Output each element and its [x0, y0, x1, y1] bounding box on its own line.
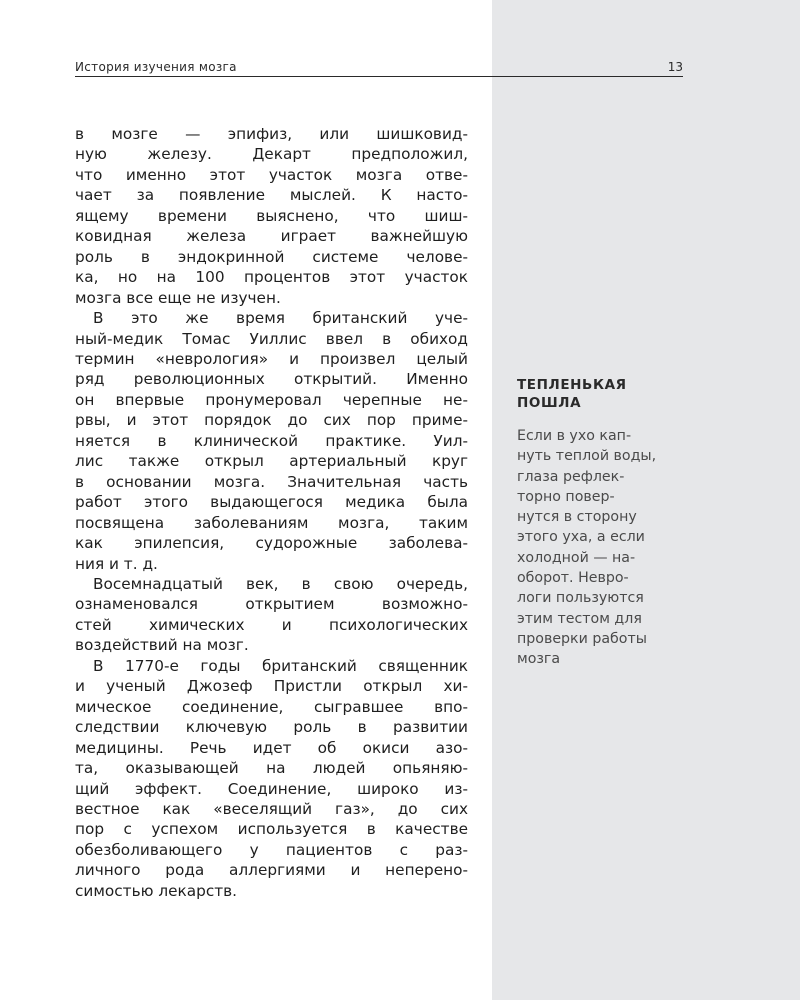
sidebar-text-line: этим тестом для [517, 610, 642, 627]
text-line: лис также открыл артериальный круг [75, 452, 468, 471]
text-line: пор с успехом используется в качестве [75, 820, 468, 839]
sidebar-text-line: Если в ухо кап- [517, 428, 632, 444]
text-line: медицины. Речь идет об окиси азо- [75, 738, 468, 757]
paragraph [75, 124, 468, 308]
text-line: ка, но на 100 процентов этот участок [75, 268, 468, 287]
text-line: воздействий на мозг. [75, 636, 249, 655]
sidebar-text-line: холодной — на- [517, 549, 636, 566]
text-line: чает за появление мыслей. К насто- [75, 186, 468, 205]
text-line: обезболивающего у пациентов с раз- [75, 840, 468, 859]
text-line: в мозге — эпифиз, или шишковид- [75, 125, 468, 143]
text-line: посвящена заболеваниям мозга, таким [75, 513, 468, 532]
sidebar-body [517, 426, 689, 670]
sidebar-text-line: проверки работы [517, 630, 647, 647]
sidebar-text-line: глаза рефлек- [517, 468, 625, 485]
sidebar-note [517, 376, 689, 670]
sidebar-text-line: торно повер- [517, 488, 615, 505]
text-line: в основании мозга. Значительная часть [75, 472, 468, 491]
text-line: он впервые пронумеровал черепные не- [75, 390, 468, 409]
text-line: мозга все еще не изучен. [75, 288, 281, 307]
text-line: та, оказывающей на людей опьяняю- [75, 759, 468, 778]
text-line: вестное как «веселящий газ», до сих [75, 799, 468, 818]
paragraph [75, 574, 468, 656]
sidebar-text-line: логи пользуются [517, 590, 644, 607]
text-line: ящему времени выяснено, что шиш- [75, 206, 468, 225]
text-line: ную железу. Декарт предположил, [75, 145, 468, 164]
text-line: ознаменовался открытием возможно- [75, 595, 468, 614]
text-line: как эпилепсия, судорожные заболева- [75, 534, 468, 553]
text-line: роль в эндокринной системе челове- [75, 247, 468, 266]
paragraph [75, 308, 468, 574]
text-line: и ученый Джозеф Пристли открыл хи- [75, 677, 468, 696]
section-title: История изучения мозга [75, 60, 237, 74]
sidebar-text-line: нутся в сторону [517, 509, 637, 526]
sidebar-text-line: мозга [517, 651, 561, 668]
sidebar-text-line: нуть теплой воды, [517, 448, 657, 465]
sidebar-heading [517, 376, 689, 412]
text-line: стей химических и психологических [75, 615, 468, 634]
text-line: мическое соединение, сыгравшее впо- [75, 697, 468, 716]
text-line: В это же время британский уче- [93, 309, 468, 328]
paragraph [75, 656, 468, 901]
text-line: симостью лекарств. [75, 881, 238, 900]
text-line: термин «неврология» и произвел целый [75, 349, 468, 368]
text-line: В 1770-е годы британский священник [93, 656, 468, 675]
text-line: личного рода аллергиями и неперено- [75, 861, 468, 880]
running-header [75, 58, 683, 77]
text-line: работ этого выдающегося медика была [75, 493, 468, 512]
text-line: рвы, и этот порядок до сих пор приме- [75, 411, 468, 430]
text-line: следствии ключевую роль в развитии [75, 718, 468, 737]
sidebar-text-line: этого уха, а если [517, 529, 645, 546]
text-line: что именно этот участок мозга отве- [75, 165, 468, 184]
text-line: щий эффект. Соединение, широко из- [75, 779, 468, 798]
sidebar-heading-line: ПОШЛА [517, 395, 582, 411]
main-text-column [75, 124, 468, 901]
text-line: ный-медик Томас Уиллис ввел в обиход [75, 329, 468, 348]
text-line: ковидная железа играет важнейшую [75, 227, 468, 246]
text-line: Восемнадцатый век, в свою очередь, [93, 574, 468, 593]
sidebar-text-line: оборот. Невро- [517, 570, 629, 587]
text-line: ряд революционных открытий. Именно [75, 370, 468, 389]
page-number: 13 [667, 60, 683, 74]
text-line: няется в клинической практике. Уил- [75, 431, 468, 450]
sidebar-heading-line: ТЕПЛЕНЬКАЯ [517, 377, 627, 393]
text-line: ния и т. д. [75, 554, 158, 573]
